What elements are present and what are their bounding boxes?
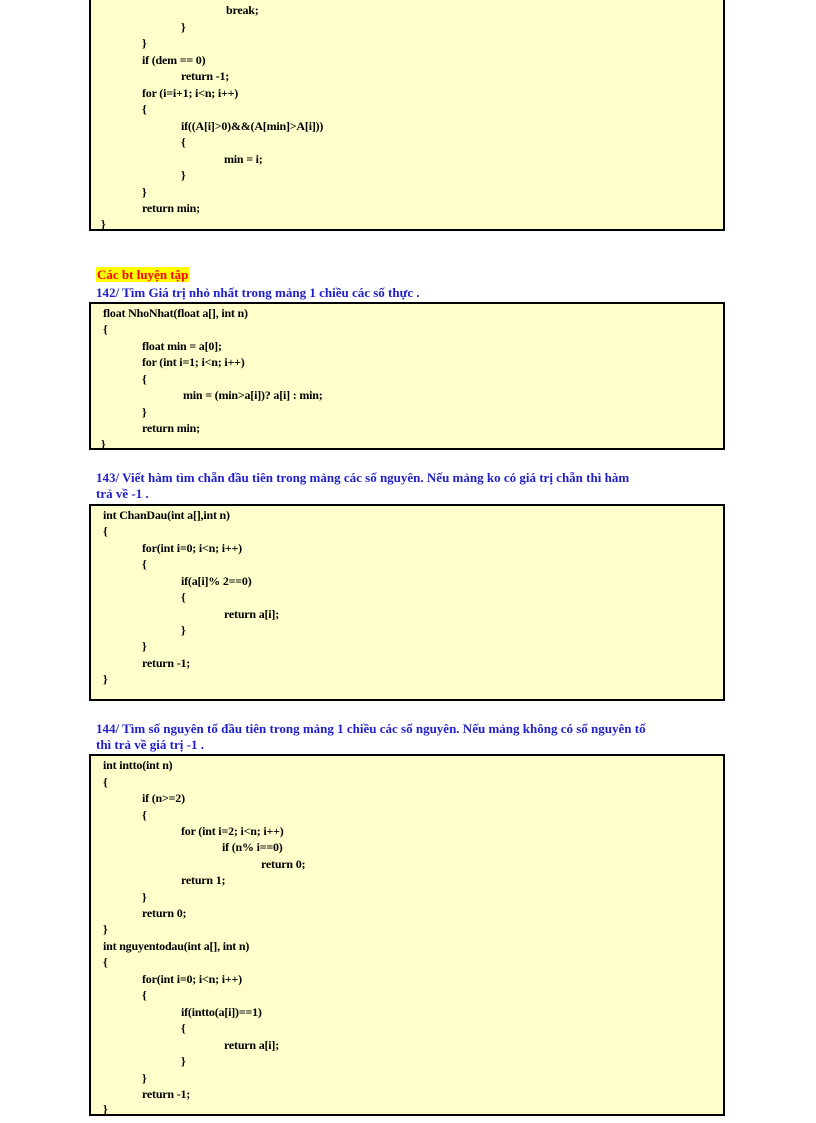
code-line: }: [181, 168, 186, 182]
code-line: {: [181, 590, 186, 604]
code-line: float min = a[0];: [142, 339, 222, 353]
code-line: }: [103, 672, 108, 686]
problem-144-title-line2: thì trả về giá trị -1 .: [96, 737, 204, 752]
code-line: return 0;: [261, 857, 306, 871]
code-line: if(intto(a[i])==1): [181, 1005, 262, 1019]
code-line: {: [103, 955, 108, 969]
code-line: }: [142, 639, 147, 653]
code-line: }: [142, 890, 147, 904]
code-line: return 1;: [181, 873, 226, 887]
code-line: return a[i];: [224, 1038, 280, 1052]
code-line: return a[i];: [224, 607, 280, 621]
code-line: int intto(int n): [103, 758, 173, 772]
section-heading: Các bt luyện tập: [97, 267, 189, 282]
code-line: }: [181, 1054, 186, 1068]
code-line: }: [142, 405, 147, 419]
code-line: float NhoNhat(float a[], int n): [103, 306, 248, 320]
code-line: min = i;: [224, 152, 263, 166]
problem-143-title-line1: 143/ Viết hàm tìm chẵn đầu tiên trong mảng các số nguyên. Nếu mảng ko có giá trị chẵn thì hàm: [96, 470, 630, 485]
code-line: {: [103, 524, 108, 538]
code-line: }: [103, 922, 108, 936]
code-line: for(int i=0; i<n; i++): [142, 972, 242, 986]
code-line: for (i=i+1; i<n; i++): [142, 86, 239, 100]
code-line: }: [142, 185, 147, 199]
code-line: {: [103, 322, 108, 336]
code-line: return -1;: [142, 656, 191, 670]
code-line: if (n>=2): [142, 791, 185, 805]
code-line: break;: [226, 3, 259, 17]
code-line: }: [181, 20, 186, 34]
code-line: if((A[i]>0)&&(A[min]>A[i])): [181, 119, 324, 133]
problem-142-title: 142/ Tìm Giá trị nhỏ nhất trong mảng 1 chiều các số thực .: [96, 285, 420, 300]
code-line: return -1;: [142, 1087, 191, 1101]
code-line: {: [142, 557, 147, 571]
code-block-144: [89, 754, 725, 1116]
code-line: }: [142, 36, 147, 50]
code-line: if(a[i]% 2==0): [181, 574, 252, 588]
code-line: return 0;: [142, 906, 187, 920]
code-line: int ChanDau(int a[],int n): [103, 508, 230, 522]
code-block-143: [89, 504, 725, 701]
code-line: return -1;: [181, 69, 230, 83]
code-line: return min;: [142, 201, 200, 215]
code-line: {: [181, 1021, 186, 1035]
code-block-142: [89, 302, 725, 450]
code-line: if (dem == 0): [142, 53, 206, 67]
code-line: for (int i=2; i<n; i++): [181, 824, 284, 838]
code-line: }: [101, 217, 106, 231]
code-line: int nguyentodau(int a[], int n): [103, 939, 250, 953]
code-line: min = (min>a[i])? a[i] : min;: [183, 388, 323, 402]
code-block-top: [89, 0, 725, 231]
code-line: {: [103, 775, 108, 789]
code-line: }: [142, 1071, 147, 1085]
code-line: for (int i=1; i<n; i++): [142, 355, 245, 369]
code-line: {: [142, 372, 147, 386]
problem-144-title-line1: 144/ Tìm số nguyên tố đầu tiên trong mảng 1 chiều các số nguyên. Nếu mảng không có số nguyên tố: [96, 721, 646, 736]
code-line: for(int i=0; i<n; i++): [142, 541, 242, 555]
problem-143-title-line2: trả về -1 .: [96, 486, 149, 501]
code-line: {: [142, 102, 147, 116]
code-line: if (n% i==0): [222, 840, 283, 854]
code-line: }: [101, 437, 106, 451]
code-line: {: [181, 135, 186, 149]
code-line: return min;: [142, 421, 200, 435]
code-line: {: [142, 988, 147, 1002]
code-line: }: [181, 623, 186, 637]
code-line: {: [142, 808, 147, 822]
code-line: }: [103, 1102, 108, 1116]
